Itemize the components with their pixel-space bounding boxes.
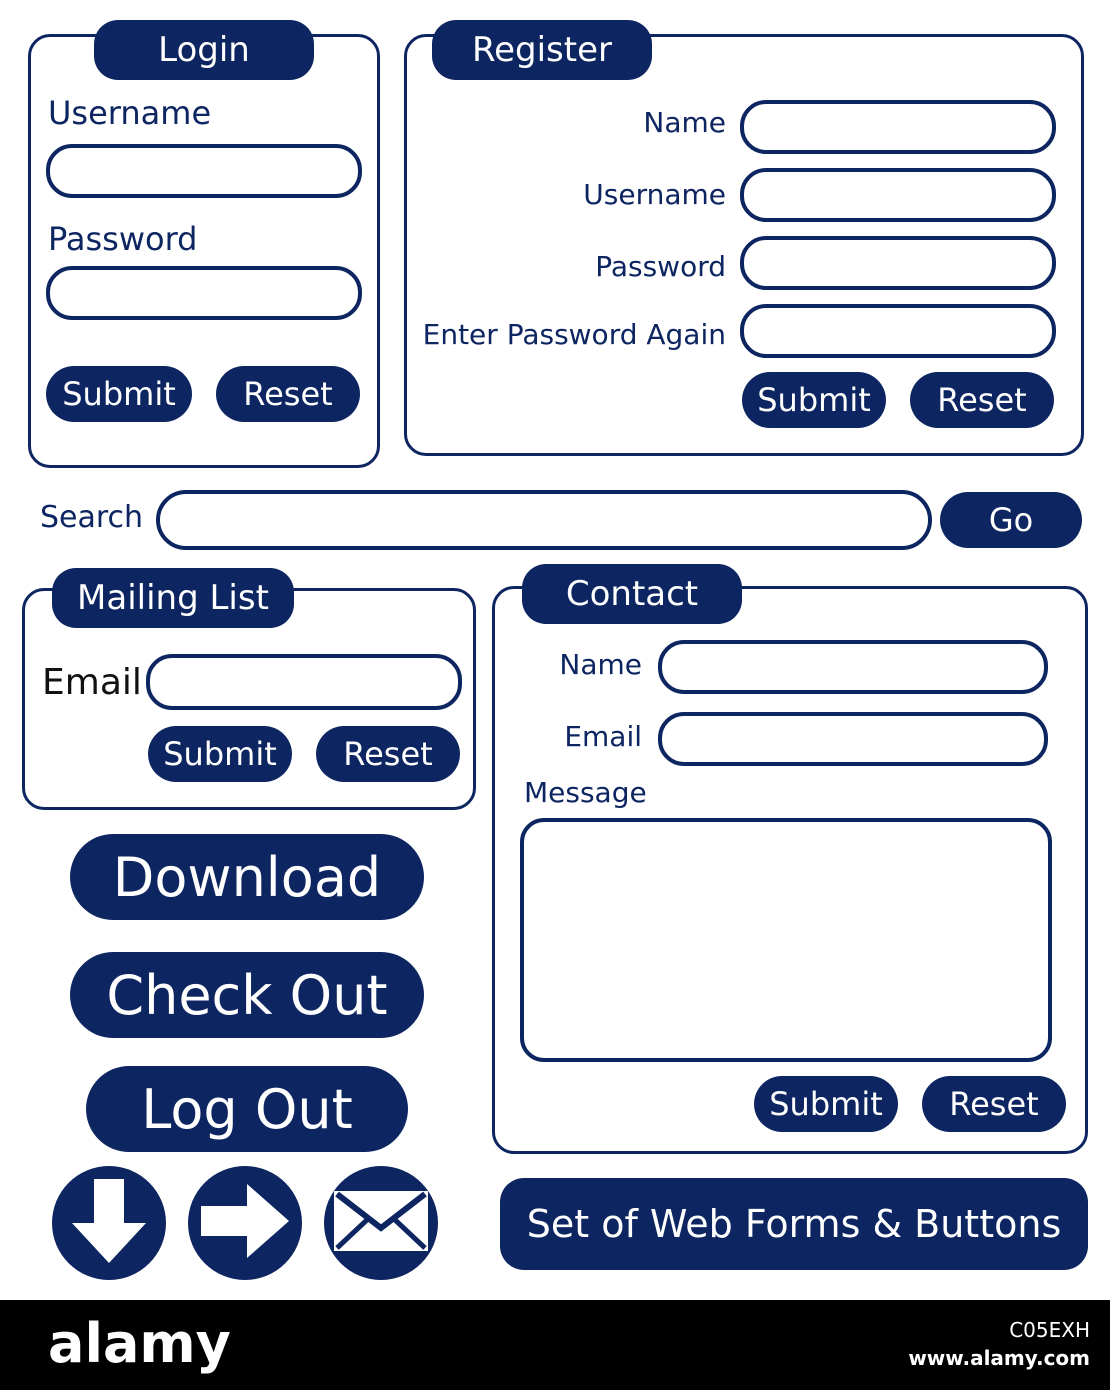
- right-arrow-icon: [195, 1176, 295, 1270]
- forward-arrow-button[interactable]: [188, 1166, 302, 1280]
- mailing-email-label: Email: [42, 662, 142, 703]
- down-arrow-icon: [64, 1173, 154, 1273]
- contact-name-input[interactable]: [658, 640, 1048, 694]
- login-title: Login: [94, 20, 314, 80]
- contact-email-input[interactable]: [658, 712, 1048, 766]
- login-password-input[interactable]: [46, 266, 362, 320]
- download-button[interactable]: Download: [70, 834, 424, 920]
- login-reset-button[interactable]: Reset: [216, 366, 360, 422]
- footer-url: www.alamy.com: [908, 1346, 1090, 1370]
- login-submit-button[interactable]: Submit: [46, 366, 192, 422]
- register-reset-button[interactable]: Reset: [910, 372, 1054, 428]
- contact-message-textarea[interactable]: [520, 818, 1052, 1062]
- mailing-list-title: Mailing List: [52, 568, 294, 628]
- register-password-again-input[interactable]: [740, 304, 1056, 358]
- register-password-label: Password: [595, 250, 726, 283]
- register-password-again-label: Enter Password Again: [422, 318, 726, 351]
- contact-title: Contact: [522, 564, 742, 624]
- contact-submit-button[interactable]: Submit: [754, 1076, 898, 1132]
- footer-brand-logo: alamy: [48, 1312, 231, 1375]
- contact-email-label: Email: [564, 720, 642, 753]
- download-arrow-button[interactable]: [52, 1166, 166, 1280]
- contact-name-label: Name: [559, 648, 642, 681]
- register-submit-button[interactable]: Submit: [742, 372, 886, 428]
- register-name-label: Name: [643, 106, 726, 139]
- mail-button[interactable]: [324, 1166, 438, 1280]
- envelope-icon: [331, 1188, 431, 1258]
- mailing-submit-button[interactable]: Submit: [148, 726, 292, 782]
- login-password-label: Password: [48, 220, 198, 258]
- search-go-button[interactable]: Go: [940, 492, 1082, 548]
- register-title: Register: [432, 20, 652, 80]
- mailing-reset-button[interactable]: Reset: [316, 726, 460, 782]
- login-username-input[interactable]: [46, 144, 362, 198]
- footer-image-id: C05EXH: [1009, 1318, 1090, 1342]
- banner: Set of Web Forms & Buttons: [500, 1178, 1088, 1270]
- login-username-label: Username: [48, 94, 212, 132]
- mailing-email-input[interactable]: [146, 654, 462, 710]
- search-input[interactable]: [156, 490, 932, 550]
- register-username-label: Username: [583, 178, 726, 211]
- register-username-input[interactable]: [740, 168, 1056, 222]
- contact-reset-button[interactable]: Reset: [922, 1076, 1066, 1132]
- logout-button[interactable]: Log Out: [86, 1066, 408, 1152]
- register-password-input[interactable]: [740, 236, 1056, 290]
- checkout-button[interactable]: Check Out: [70, 952, 424, 1038]
- register-name-input[interactable]: [740, 100, 1056, 154]
- contact-message-label: Message: [524, 776, 647, 809]
- search-label: Search: [40, 500, 144, 535]
